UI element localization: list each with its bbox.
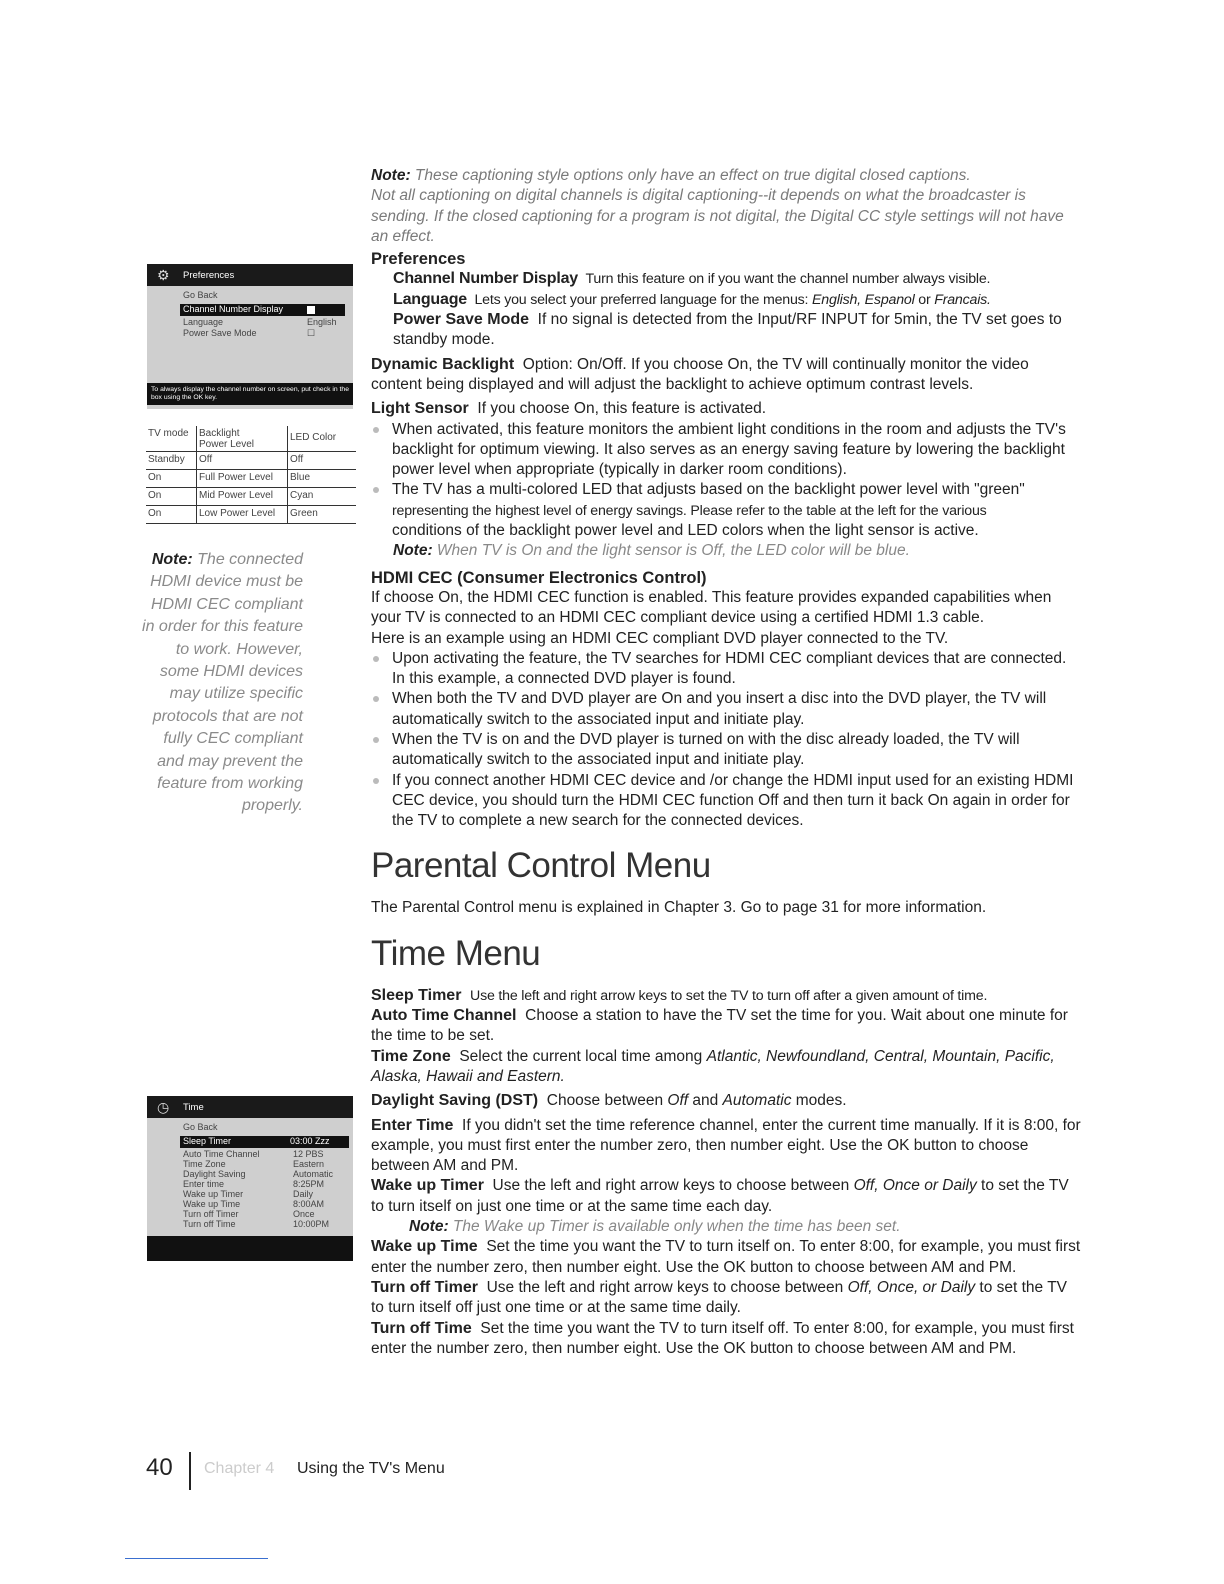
light-sensor-note: Note: When TV is On and the light sensor is Off, the LED color will be blue.: [393, 542, 910, 560]
led-color-table: [146, 426, 356, 524]
hdmi-cec-paragraph: Here is an example using an HDMI CEC compliant DVD player connected to the TV.: [371, 629, 949, 647]
table-row: On Full Power Level Blue: [146, 470, 356, 488]
clock-icon: ◷: [157, 1099, 170, 1115]
turn-off-timer: Turn off Timer Use the left and right arrow keys to choose between Off, Once, or Daily to set the TV to turn itself off just one time or at the same time daily.: [371, 1278, 1067, 1317]
daylight-saving: Daylight Saving (DST) Choose between Off and Automatic modes.: [371, 1092, 847, 1110]
footer-divider: [189, 1452, 191, 1490]
osd-go-back: Go Back: [183, 1122, 218, 1132]
list-item: If you connect another HDMI CEC device and /or change the HDMI input used for an existing HDMI CEC device, you should turn the HDMI CEC function Off and then turn it back On again in order for the TV to complete a new search for the connected devices.: [371, 771, 1083, 832]
osd-title: Time: [183, 1102, 204, 1113]
osd-row: Enter time 8:25PM: [183, 1179, 325, 1189]
preferences-icon: ⚙: [157, 267, 170, 283]
time-menu-screenshot: [147, 1096, 353, 1261]
osd-go-back: Go Back: [183, 290, 218, 300]
table-row: On Mid Power Level Cyan: [146, 488, 356, 506]
list-item: When both the TV and DVD player are On and you insert a disc into the DVD player, the TV will automatically switch to the associated input and initiate play.: [371, 689, 1083, 730]
wake-up-note: Note: The Wake up Timer is available only when the time has been set.: [409, 1218, 901, 1236]
osd-row: Turn off Timer Once: [183, 1209, 315, 1219]
osd-footer-bar: [147, 1236, 353, 1261]
osd-row: Auto Time Channel 12 PBS: [183, 1149, 324, 1159]
hdmi-cec-heading: HDMI CEC (Consumer Electronics Control): [371, 568, 707, 587]
preferences-menu-screenshot: [147, 264, 353, 409]
hdmi-cec-paragraph: If choose On, the HDMI CEC function is enabled. This feature provides expanded capabilities when your TV is connected to an HDMI CEC compliant device using a certified HDMI 1.3 cable.: [371, 588, 1052, 627]
table-row: TV mode Backlight Power Level LED Color: [146, 426, 356, 452]
page-number: 40: [146, 1454, 173, 1481]
list-item: Upon activating the feature, the TV searches for HDMI CEC compliant devices that are connected. In this example, a connected DVD player is found.: [371, 649, 1083, 690]
osd-selected-item: Channel Number Display: [180, 304, 345, 316]
time-zone: Time Zone Select the current local time among Atlantic, Newfoundland, Central, Mountain, Pacific, Alaska, Hawaii and Eastern.: [371, 1047, 1055, 1085]
list-item: When the TV is on and the DVD player is turned on with the disc already loaded, the TV will automatically switch to the associated input and initiate play.: [371, 730, 1083, 771]
wake-up-time: Wake up Time Set the time you want the TV to turn itself on. To enter 8:00, for example, you must first enter the number zero, then number eight. Use the OK button to choose between AM and PM.: [371, 1238, 1081, 1276]
osd-row: Time Zone Eastern: [183, 1159, 325, 1169]
preferences-heading: Preferences: [371, 250, 466, 269]
auto-time-channel: Auto Time Channel Choose a station to have the TV set the time for you. Wait about one minute for the time to be set.: [371, 1007, 1068, 1045]
time-heading: Time Menu: [371, 933, 541, 973]
table-row: On Low Power Level Green: [146, 506, 356, 524]
osd-help-text: To always display the channel number on screen, put check in the box using the OK key.: [147, 383, 353, 405]
osd-row: Daylight Saving Automatic: [183, 1169, 334, 1179]
chapter-title: Using the TV's Menu: [297, 1460, 445, 1477]
light-sensor: Light Sensor If you choose On, this feature is activated.: [371, 400, 767, 418]
turn-off-time: Turn off Time Set the time you want the TV to turn itself off. To enter 8:00, for example, you must first enter the number zero, then number eight. Use the OK button to choose between AM and PM.: [371, 1319, 1074, 1357]
osd-selected-item: Sleep Timer 03:00 Zzz: [180, 1136, 349, 1148]
osd-title: Preferences: [183, 270, 235, 281]
channel-number-display: Channel Number Display Turn this feature on if you want the channel number always visible.: [393, 270, 991, 288]
sleep-timer: Sleep Timer Use the left and right arrow keys to set the TV to turn off after a given amount of time.: [371, 986, 988, 1004]
language: Language Lets you select your preferred language for the menus: English, Espanol or Francais.: [393, 290, 991, 308]
captioning-note: Note: These captioning style options only have an effect on true digital closed captions. Not all captioning on digital channels is digital captioning--it depends on what the broadcaster is sending. If the closed captioning for a program is not digital, the Digital CC style settings will not have an effect.: [371, 167, 1064, 245]
chapter-label: Chapter 4: [204, 1460, 275, 1477]
osd-row: Power Save Mode ☐: [183, 328, 316, 338]
wake-up-timer: Wake up Timer Use the left and right arrow keys to choose between Off, Once or Daily to set the TV to turn itself on just one time or at the same time each day.: [371, 1177, 1069, 1215]
osd-row: Turn off Time 10:00PM: [183, 1219, 330, 1229]
list-item: When activated, this feature monitors the ambient light conditions in the room and adjusts the TV's backlight for optimum viewing. It also serves as an energy saving feature by lowering the backlight power level when appropriate (typically in darker room conditions).: [371, 420, 1083, 481]
enter-time: Enter Time If you didn't set the time reference channel, enter the current time manually. If it is 8:00, for example, you must first enter the number zero, then number eight. Use the OK button to choose between AM and PM.: [371, 1116, 1081, 1175]
parental-text: The Parental Control menu is explained in Chapter 3. Go to page 31 for more information.: [371, 898, 987, 916]
main-column: [371, 166, 1083, 1359]
dynamic-backlight: Dynamic Backlight Option: On/Off. If you choose On, the TV will continually monitor the video content being displayed and will adjust the backlight to achieve optimum contrast levels.: [371, 355, 1029, 393]
hdmi-side-note: Note: The connected HDMI device must be HDMI CEC compliant in order for this feature to work. However, some HDMI devices may utilize specific protocols that are not fully CEC compliant and may prevent the feature from working properly.: [142, 551, 303, 815]
bottom-rule: [125, 1558, 268, 1559]
osd-row: Wake up Timer Daily: [183, 1189, 314, 1199]
osd-row: Language English: [183, 317, 337, 327]
osd-row: Wake up Time 8:00AM: [183, 1199, 325, 1209]
osd-titlebar: [147, 264, 353, 286]
table-row: Standby Off Off: [146, 452, 356, 470]
parental-heading: Parental Control Menu: [371, 845, 711, 885]
power-save-mode: Power Save Mode If no signal is detected from the Input/RF INPUT for 5min, the TV set goes to standby mode.: [393, 311, 1062, 349]
checkbox-icon: [307, 306, 315, 314]
osd-titlebar: [147, 1096, 353, 1118]
list-item: The TV has a multi-colored LED that adjusts based on the backlight power level with "green" representing the highest level of energy savings. Please refer to the table at the left for the various conditions of the backlight power level and LED colors when the light sensor is active.: [371, 480, 1083, 541]
